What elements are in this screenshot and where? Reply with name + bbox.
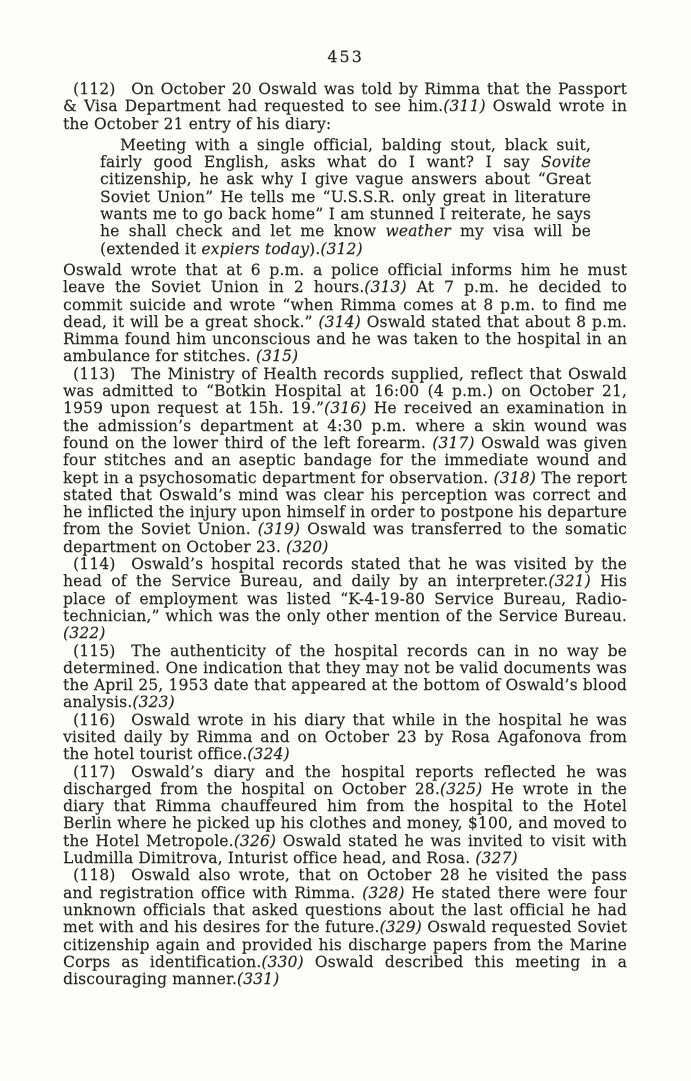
- paragraph-112: (112) On October 20 Oswald was told by Rimma that the Passport & Visa Department had requested to see him.(311) Oswald wrote in the October 21 entry of his diary:: [63, 80, 627, 133]
- paragraph-115: (115) The authenticity of the hospital records can in no way be determined. One indication that they may not be valid documents was the April 25, 1953 date that appeared at the bottom of Oswald’s blood analysis.(323): [63, 641, 627, 712]
- diary-quote: Meeting with a single official, balding stout, black suit, fairly good English, asks what do I want? I say Sovite citizenship, he ask why I give vague answers about “Great Soviet Union” He tells me “U.S.S.R. only great in literature wants me to go back home” I am stunned I reiterate, he says he shall check and let me know weather my visa will be (extended it expiers today).(312): [100, 135, 591, 258]
- paragraph-118: (118) Oswald also wrote, that on October 28 he visited the pass and registration office with Rimma. (328) He stated there were four unknown officials that asked questions about the last official he had met with and his desires for the future.(329) Oswald requested Soviet citizenship again and provided his discharge papers from the Marine Corps as identification.(330) Oswald described this meeting in a discouraging manner.(331): [63, 866, 627, 989]
- paragraph-116: (116) Oswald wrote in his diary that while in the hospital he was visited daily by Rimma and on October 23 by Rosa Agafonova from the hotel tourist office.(324): [63, 710, 627, 764]
- paragraph-117: (117) Oswald’s diary and the hospital reports reflected he was discharged from the hospital on October 28.(325) He wrote in the diary that Rimma chauffeured him from the hospital to the Hotel Berlin where he picked up his clothes and money, $100, and moved to the Hotel Metropole.(326) Oswald stated he was invited to visit with Ludmilla Dimitrova, Inturist office head, and Rosa. (327): [63, 762, 627, 868]
- paragraph-114: (114) Oswald’s hospital records stated that he was visited by the head of the Service Bureau, and daily by an interpreter.(321) His place of employment was listed “K-4-19-80 Service Bureau, Radio-technician,” which was the only other mention of the Service Bureau.(322): [63, 555, 627, 643]
- page-number: 453: [327, 47, 364, 66]
- paragraph-112-continued: Oswald wrote that at 6 p.m. a police official informs him he must leave the Soviet Union in 2 hours.(313) At 7 p.m. he decided to commit suicide and wrote “when Rimma comes at 8 p.m. to find me dead, it will be a great shock.” (314) Oswald stated that about 8 p.m. Rimma found him unconscious and he was taken to the hospital in an ambulance for stitches. (315): [63, 260, 627, 366]
- paragraph-113: (113) The Ministry of Health records supplied, reflect that Oswald was admitted to “Botkin Hospital at 16:00 (4 p.m.) on October 21, 1959 upon request at 15h. 19.”(316) He received an examination in the admission’s department at 4:30 p.m. where a skin wound was found on the lower third of the left forearm. (317) Oswald was given four stitches and an aseptic bandage for the immediate wound and kept in a psychosomatic department for observation. (318) The report stated that Oswald’s mind was clear his perception was correct and he inflicted the injury upon himself in order to postpone his departure from the Soviet Union. (319) Oswald was transferred to the somatic department on October 23. (320): [63, 364, 628, 556]
- page-body: [63, 81, 627, 988]
